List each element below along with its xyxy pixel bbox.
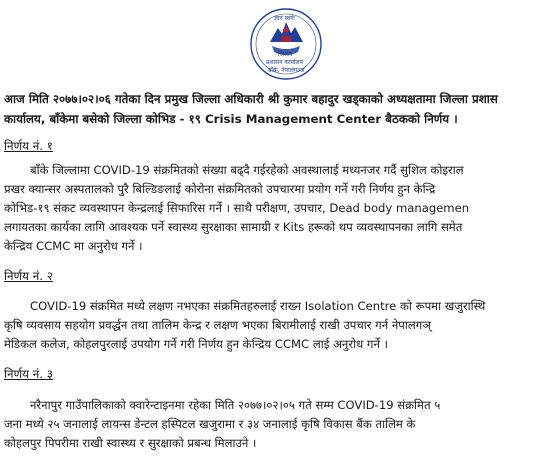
decision-3-line-1: नरैनापुर गाउँपालिकाको क्वारेन्टाइनमा रहेका मिति २०७७।०२।०५ गते सम्म COVID-19 संक्रमित ५ [30, 398, 441, 412]
decision-3-line-2: जना मध्ये २५ जनालाई लायन्स डेन्टल हस्पिटल खजुरामा र ३४ जनालाई कृषि विकास बैंक तालिम के [4, 417, 416, 431]
decision-2-heading-text: निर्णय नं. २ [4, 269, 53, 283]
decision-1-line-3: कोभिड-१९ संकट व्यवस्थापन केन्द्रलाई सिफारिस गर्ने । साथै परीक्षण, उपचार, Dead body managemen [4, 201, 470, 215]
decision-1-line-1: बाँके जिल्लामा COVID-19 संक्रमितको संख्या बढ्दै गईरहेको अवस्थालाई मध्यनजर गर्दै सुशिल कोइराल [30, 163, 464, 177]
decision-1-line-5: केन्द्रिय CCMC मा अनुरोध गर्ने । [4, 239, 143, 253]
decision-3-line-3: कोहलपुर पिपरीमा राखी स्वास्थ्य र सुरक्षाको प्रबन्ध मिलाउने । [4, 436, 257, 450]
decision-3-heading [4, 366, 53, 382]
seal-text-location: बाँके, नेपालगञ्ज [268, 67, 305, 74]
government-emblem-logo [248, 6, 324, 82]
title-line-2: कार्यालय, बाँकेमा बसेको जिल्ला कोभिड - १९ Crisis Management Center बैठकको निर्णय । [4, 112, 458, 126]
decision-2-line-2: कृषि व्यवसाय सहयोग प्रवर्द्धन तथा तालिम केन्द्र र लक्षण भएका बिरामीलाई राखी उपचार गर्न नेपालगञ् [4, 318, 431, 332]
decision-2-line-1: COVID-19 संक्रमित मध्ये लक्षण नभएका संक्रमितहरुलाई राख्न Isolation Centre को रूपमा खजुरास्थि [30, 299, 486, 313]
decision-2-heading [4, 268, 53, 284]
seal-text-district: जिल्ला [278, 51, 293, 58]
decision-3-heading-text: निर्णय नं. ३ [4, 367, 53, 381]
decision-1-heading [4, 138, 53, 154]
decision-1-heading-text: निर्णय नं. १ [4, 139, 53, 153]
title-line-1: आज मिति २०७७।०२।०६ गतेका दिन प्रमुख जिल्ला अधिकारी श्री कुमार बहादुर खड्काको अध्यक्षतामा जिल्ला प्रशास [4, 92, 498, 106]
seal-text-office: प्रशासन कार्यालय [266, 59, 304, 66]
decision-1-line-2: प्रखर क्यान्सर अस्पतालको पुरै बिल्डिङलाई कोरोना संक्रमितको उपचारमा प्रयोग गर्ने गरी निर्णय हुन केन्द्रि [4, 182, 436, 196]
seal-text-motto: ज्ञानं स्वर्गः [274, 15, 295, 22]
decision-1-line-4: लगायतका कार्यका लागि आवश्यक पर्ने स्वास्थ्य सुरक्षाका सामाग्री र Kits हरूको थप व्यवस्थापनका लागि समेत [4, 220, 463, 234]
decision-2-line-3: मेडिकल कलेज, कोहलपुरलाई उपयोग गर्ने गरी निर्णय हुन केन्द्रिय CCMC लाई अनुरोध गर्ने । [4, 337, 388, 351]
